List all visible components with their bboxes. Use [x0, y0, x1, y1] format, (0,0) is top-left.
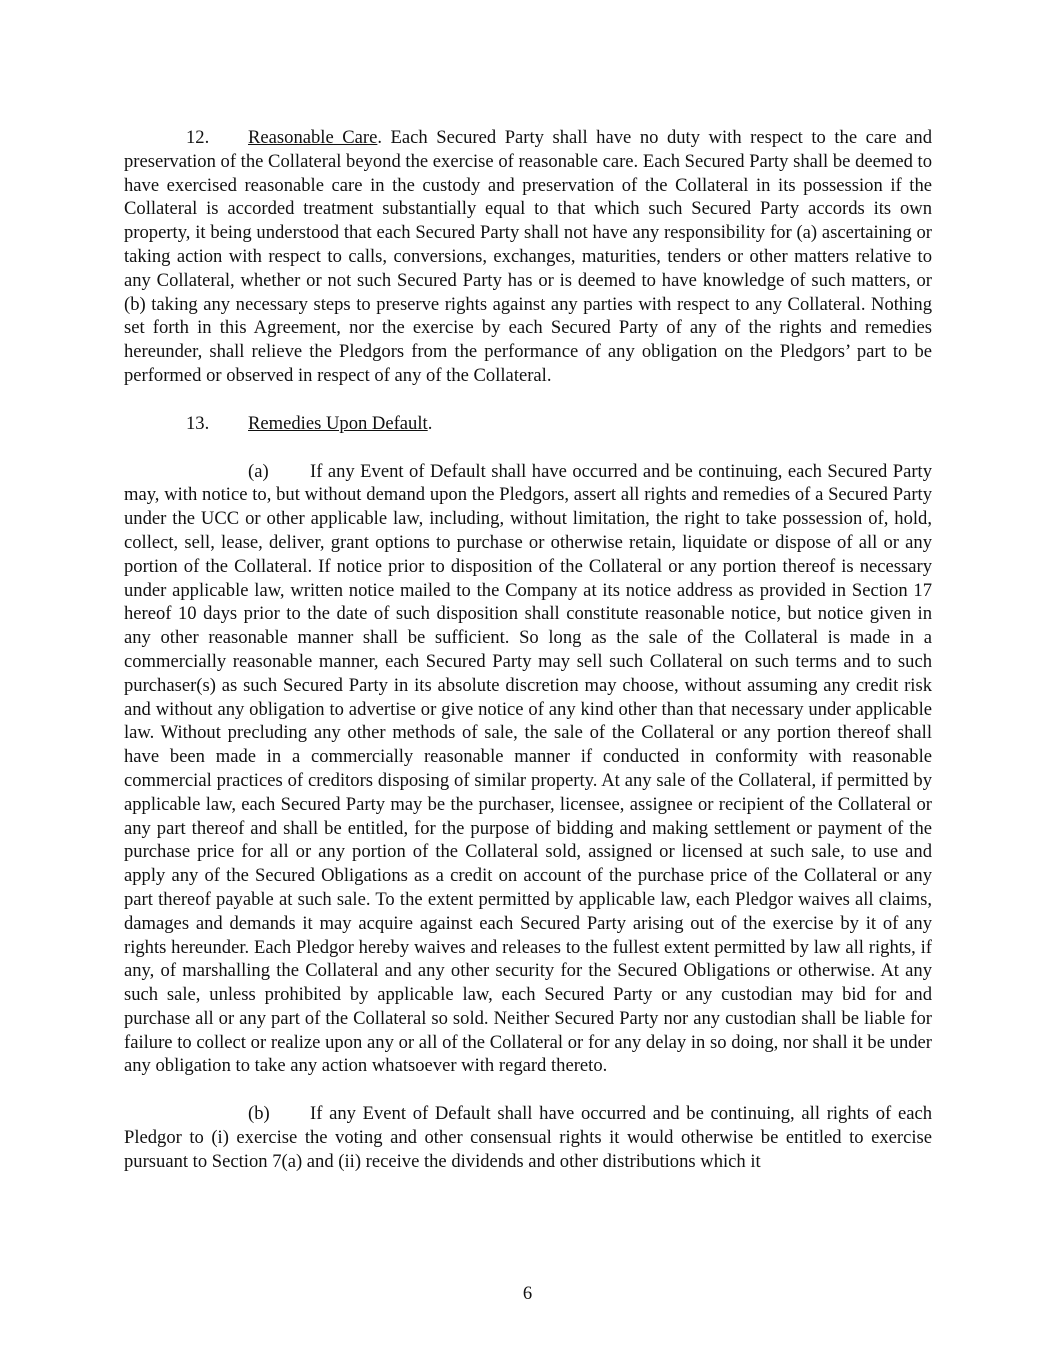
section-12-number: 12.	[186, 127, 210, 148]
section-12-paragraph	[124, 126, 932, 388]
section-13b-text: If any Event of Default shall have occurred and be continuing, all rights of each Pledgor to (i) exercise the voting and other consensual rights it would otherwise be entitled to exercise pursuant to Section 7(a) and (ii) receive the dividends and other distributions which it	[124, 1103, 932, 1172]
section-13a-label: (a)	[248, 460, 269, 482]
section-13a-paragraph	[124, 460, 932, 1079]
section-12-body: . Each Secured Party shall have no duty with respect to the care and preservation of the Collateral beyond the exercise of reasonable care. Each Secured Party shall be deemed to have exercised reasonable care in the custody and preservation of the Collateral in its possession if the Collateral is accorded treatment substantially equal to that which such Secured Party accords its own property, it being understood that each Secured Party shall not have any responsibility for (a) ascertaining or taking action with respect to calls, conversions, exchanges, maturities, tenders or other matters relative to any Collateral, whether or not such Secured Party has or is deemed to have knowledge of such matters, or (b) taking any necessary steps to preserve rights against any parties with respect to any Collateral. Nothing set forth in this Agreement, nor the exercise by each Secured Party of any of the rights and remedies hereunder, shall relieve the Pledgors from the performance of any obligation on the Pledgors’ part to be performed or observed in respect of any of the Collateral.	[124, 127, 932, 386]
section-13a-text: If any Event of Default shall have occurred and be continuing, each Secured Party may, with notice to, but without demand upon the Pledgors, assert all rights and remedies of a Secured Party under the UCC or other applicable law, including, without limitation, the right to take possession of, hold, collect, sell, lease, deliver, grant options to purchase or otherwise retain, liquidate or dispose of all or any portion of the Collateral. If notice prior to disposition of the Collateral or any portion thereof is necessary under applicable law, written notice mailed to the Company at its notice address as provided in Section 17 hereof 10 days prior to the date of such disposition shall constitute reasonable notice, but notice given in any other reasonable manner shall be sufficient. So long as the sale of the Collateral is made in a commercially reasonable manner, each Secured Party may sell such Collateral on such terms and to such purchaser(s) as such Secured Party in its absolute discretion may choose, without assuming any credit risk and without any obligation to advertise or give notice of any kind other than that necessary under applicable law. Without precluding any other methods of sale, the sale of the Collateral or any portion thereof shall have been made in a commercially reasonable manner if conducted in conformity with reasonable commercial practices of creditors disposing of similar property. At any sale of the Collateral, if permitted by applicable law, each Secured Party may be the purchaser, licensee, assignee or recipient of the Collateral or any part thereof and shall be entitled, for the purpose of bidding and making settlement or payment of the purchase price for all or any portion of the Collateral sold, assigned or licensed at such sale, to use and apply any of the Secured Obligations as a credit on account of the purchase price of the Collateral or any part thereof payable at such sale. To the extent permitted by applicable law, each Pledgor waives all claims, damages and demands it may acquire against each Secured Party arising out of the exercise by it of any rights hereunder. Each Pledgor hereby waives and releases to the fullest extent permitted by law all rights, if any, of marshalling the Collateral and any other security for the Secured Obligations or otherwise. At any such sale, unless prohibited by applicable law, each Secured Party or any custodian may bid for and purchase all or any part of the Collateral so sold. Neither Secured Party nor any custodian shall be liable for failure to collect or realize upon any or all of the Collateral or for any delay in so doing, nor shall it be under any obligation to take any action whatsoever with regard thereto.	[124, 460, 932, 1077]
section-12-heading: Reasonable Care	[248, 127, 378, 148]
section-13-heading-period: .	[427, 412, 433, 434]
section-13-heading-line	[124, 412, 932, 436]
section-13-heading: Remedies Upon Default	[248, 412, 428, 434]
section-13-number: 13.	[186, 412, 210, 434]
document-page	[124, 126, 932, 1174]
section-13b-paragraph	[124, 1102, 932, 1173]
section-13b-label: (b)	[248, 1103, 270, 1125]
page-number: 6	[522, 1283, 533, 1304]
